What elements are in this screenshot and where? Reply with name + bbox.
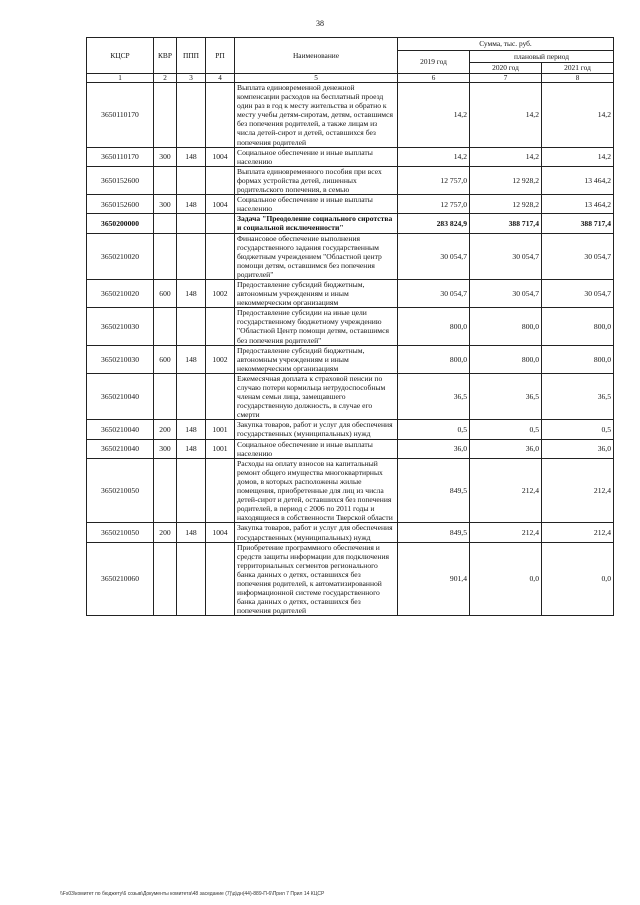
cell-kvr — [154, 83, 177, 148]
column-number: 7 — [470, 74, 542, 83]
cell-kcsr: 3650210020 — [87, 233, 154, 279]
cell-rp — [206, 458, 235, 523]
cell-name: Предоставление субсидий бюджетным, автономным учреждениям и иным некоммерческим организациям — [235, 345, 398, 373]
cell-2020: 14,2 — [470, 83, 542, 148]
file-path-footer: \\Fs03\комитет по бюджету\6 созыв\Документы комитета\48 заседание (7)\д\дн(44)-889-П-6\Прил 7 Прил 14 КЦСР — [60, 891, 325, 897]
cell-kvr — [154, 166, 177, 194]
header-rp: РП — [206, 38, 235, 74]
cell-2021: 30 054,7 — [542, 233, 614, 279]
header-sum: Сумма, тыс. руб. — [398, 38, 614, 51]
cell-name: Выплата единовременного пособия при всех формах устройства детей, лишенных родительского попечения, в семью — [235, 166, 398, 194]
cell-2019: 849,5 — [398, 523, 470, 542]
cell-2020: 12 928,2 — [470, 195, 542, 214]
cell-ppp — [177, 83, 206, 148]
cell-2019: 14,2 — [398, 147, 470, 166]
table-row — [87, 523, 614, 542]
cell-rp: 1004 — [206, 195, 235, 214]
header-kcsr: КЦСР — [87, 38, 154, 74]
cell-kcsr: 3650110170 — [87, 147, 154, 166]
cell-2019: 849,5 — [398, 458, 470, 523]
table-row — [87, 458, 614, 523]
cell-kvr: 300 — [154, 439, 177, 458]
table-row — [87, 147, 614, 166]
cell-2020: 36,0 — [470, 439, 542, 458]
cell-kcsr: 3650210040 — [87, 420, 154, 439]
column-number: 4 — [206, 74, 235, 83]
cell-kvr — [154, 233, 177, 279]
cell-ppp — [177, 308, 206, 345]
table-row — [87, 439, 614, 458]
column-number: 3 — [177, 74, 206, 83]
cell-2020: 212,4 — [470, 523, 542, 542]
cell-2020: 0,0 — [470, 542, 542, 616]
cell-name: Закупка товаров, работ и услуг для обеспечения государственных (муниципальных) нужд — [235, 420, 398, 439]
cell-name: Финансовое обеспечение выполнения государственного задания государственным бюджетным учреждением "Областной центр помощи детям, оставшимся без попечения родителей" — [235, 233, 398, 279]
cell-2019: 30 054,7 — [398, 233, 470, 279]
cell-kcsr: 3650210030 — [87, 308, 154, 345]
cell-kvr — [154, 542, 177, 616]
cell-name: Задача "Преодоление социального сиротства и социальной исключенности" — [235, 214, 398, 233]
cell-ppp — [177, 542, 206, 616]
cell-2020: 36,5 — [470, 373, 542, 419]
header-year-2019: 2019 год — [398, 51, 470, 74]
cell-ppp: 148 — [177, 147, 206, 166]
cell-name: Социальное обеспечение и иные выплаты населению — [235, 147, 398, 166]
table-row — [87, 373, 614, 419]
cell-2020: 388 717,4 — [470, 214, 542, 233]
cell-kvr — [154, 308, 177, 345]
cell-2020: 14,2 — [470, 147, 542, 166]
cell-kcsr: 3650200000 — [87, 214, 154, 233]
cell-2020: 30 054,7 — [470, 279, 542, 307]
cell-ppp — [177, 373, 206, 419]
cell-2020: 800,0 — [470, 308, 542, 345]
cell-name: Ежемесячная доплата к страховой пенсии по случаю потери кормильца нетрудоспособным членам семьи лица, замещавшего государственную должность, в случае его смерти — [235, 373, 398, 419]
column-number: 6 — [398, 74, 470, 83]
cell-2019: 14,2 — [398, 83, 470, 148]
cell-name: Расходы на оплату взносов на капитальный ремонт общего имущества многоквартирных домов, в которых расположены жилые помещения, приобретенные для лиц из числа детей-сирот и детей, оставшихся без попечения родителей, в период с 2006 по 2011 годы и находящиеся в собственности Тверской области — [235, 458, 398, 523]
cell-rp — [206, 233, 235, 279]
cell-rp — [206, 166, 235, 194]
cell-name: Закупка товаров, работ и услуг для обеспечения государственных (муниципальных) нужд — [235, 523, 398, 542]
header-ppp: ППП — [177, 38, 206, 74]
cell-2020: 212,4 — [470, 458, 542, 523]
cell-2021: 212,4 — [542, 523, 614, 542]
cell-rp — [206, 542, 235, 616]
cell-name: Социальное обеспечение и иные выплаты населению — [235, 439, 398, 458]
cell-2020: 30 054,7 — [470, 233, 542, 279]
cell-ppp: 148 — [177, 420, 206, 439]
table-row — [87, 233, 614, 279]
cell-ppp — [177, 458, 206, 523]
table-row — [87, 166, 614, 194]
cell-2021: 30 054,7 — [542, 279, 614, 307]
cell-kcsr: 3650210020 — [87, 279, 154, 307]
cell-rp: 1001 — [206, 420, 235, 439]
cell-2021: 388 717,4 — [542, 214, 614, 233]
cell-2021: 0,0 — [542, 542, 614, 616]
cell-2019: 800,0 — [398, 308, 470, 345]
cell-name: Предоставление субсидий бюджетным, автономным учреждениям и иным некоммерческим организациям — [235, 279, 398, 307]
page-number: 38 — [316, 19, 324, 28]
cell-2021: 13 464,2 — [542, 195, 614, 214]
table-row — [87, 214, 614, 233]
cell-rp — [206, 214, 235, 233]
cell-kcsr: 3650110170 — [87, 83, 154, 148]
cell-2021: 36,5 — [542, 373, 614, 419]
cell-2021: 0,5 — [542, 420, 614, 439]
cell-2020: 0,5 — [470, 420, 542, 439]
cell-kcsr: 3650152600 — [87, 195, 154, 214]
cell-2019: 36,0 — [398, 439, 470, 458]
cell-kvr — [154, 458, 177, 523]
column-number: 1 — [87, 74, 154, 83]
cell-rp — [206, 373, 235, 419]
header-year-2020: 2020 год — [470, 63, 542, 74]
cell-2021: 212,4 — [542, 458, 614, 523]
cell-kcsr: 3650210040 — [87, 373, 154, 419]
cell-2019: 36,5 — [398, 373, 470, 419]
cell-2021: 800,0 — [542, 308, 614, 345]
cell-kvr — [154, 373, 177, 419]
table-row — [87, 542, 614, 616]
cell-ppp — [177, 166, 206, 194]
budget-table — [86, 37, 614, 616]
cell-kcsr: 3650152600 — [87, 166, 154, 194]
cell-2021: 14,2 — [542, 147, 614, 166]
table-row — [87, 83, 614, 148]
table-row — [87, 420, 614, 439]
cell-kvr: 600 — [154, 345, 177, 373]
cell-ppp — [177, 214, 206, 233]
column-number: 8 — [542, 74, 614, 83]
cell-name: Выплата единовременной денежной компенсации расходов на бесплатный проезд один раз в год к месту жительства и обратно к месту учебы детям-сиротам, детям, оставшимся без попечения родителей, а также лицам из числа детей-сирот и детей, оставшихся без попечения родителей — [235, 83, 398, 148]
cell-kvr: 300 — [154, 147, 177, 166]
cell-kcsr: 3650210050 — [87, 523, 154, 542]
cell-2021: 36,0 — [542, 439, 614, 458]
table-row — [87, 279, 614, 307]
cell-2020: 800,0 — [470, 345, 542, 373]
cell-2019: 12 757,0 — [398, 195, 470, 214]
cell-kcsr: 3650210050 — [87, 458, 154, 523]
cell-kvr: 200 — [154, 420, 177, 439]
cell-2019: 12 757,0 — [398, 166, 470, 194]
header-name: Наименование — [235, 38, 398, 74]
cell-rp — [206, 83, 235, 148]
table-row — [87, 195, 614, 214]
cell-2019: 0,5 — [398, 420, 470, 439]
cell-2021: 14,2 — [542, 83, 614, 148]
cell-ppp: 148 — [177, 279, 206, 307]
cell-ppp — [177, 233, 206, 279]
cell-2019: 800,0 — [398, 345, 470, 373]
cell-rp: 1002 — [206, 345, 235, 373]
cell-2021: 800,0 — [542, 345, 614, 373]
cell-name: Социальное обеспечение и иные выплаты населению — [235, 195, 398, 214]
cell-ppp: 148 — [177, 523, 206, 542]
cell-2019: 901,4 — [398, 542, 470, 616]
column-number: 2 — [154, 74, 177, 83]
cell-kcsr: 3650210040 — [87, 439, 154, 458]
cell-2019: 30 054,7 — [398, 279, 470, 307]
header-year-2021: 2021 год — [542, 63, 614, 74]
cell-ppp: 148 — [177, 345, 206, 373]
cell-kvr: 600 — [154, 279, 177, 307]
cell-kvr: 200 — [154, 523, 177, 542]
cell-rp: 1001 — [206, 439, 235, 458]
cell-kvr: 300 — [154, 195, 177, 214]
cell-kcsr: 3650210060 — [87, 542, 154, 616]
cell-kvr — [154, 214, 177, 233]
cell-2019: 283 824,9 — [398, 214, 470, 233]
cell-rp: 1004 — [206, 523, 235, 542]
column-number: 5 — [235, 74, 398, 83]
cell-rp — [206, 308, 235, 345]
cell-name: Предоставление субсидии на иные цели государственному бюджетному учреждению "Областной Центр помощи детям, оставшимся без попечения родителей" — [235, 308, 398, 345]
cell-ppp: 148 — [177, 439, 206, 458]
table-row — [87, 308, 614, 345]
cell-rp: 1004 — [206, 147, 235, 166]
header-planned-period: плановый период — [470, 51, 614, 63]
table-row — [87, 345, 614, 373]
cell-2020: 12 928,2 — [470, 166, 542, 194]
cell-2021: 13 464,2 — [542, 166, 614, 194]
cell-rp: 1002 — [206, 279, 235, 307]
cell-kcsr: 3650210030 — [87, 345, 154, 373]
cell-name: Приобретение программного обеспечения и средств защиты информации для подключения территориальных сегментов регионального банка данных о детях, оставшихся без попечения родителей, к автоматизированной информационной системе государственного банка данных о детях, оставшихся без попечения родителей — [235, 542, 398, 616]
cell-ppp: 148 — [177, 195, 206, 214]
header-kvr: КВР — [154, 38, 177, 74]
